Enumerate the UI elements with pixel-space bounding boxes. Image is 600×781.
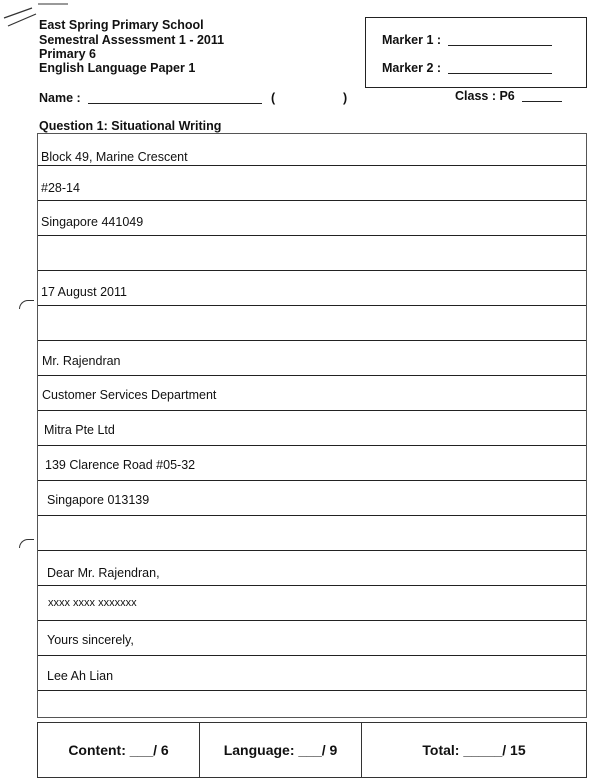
rule-line xyxy=(38,270,586,271)
recipient-postcode: Singapore 013139 xyxy=(47,493,150,507)
rule-line xyxy=(38,655,586,656)
register-paren-open: ( xyxy=(271,91,276,105)
marker-box xyxy=(365,17,587,88)
rule-line xyxy=(38,690,586,691)
rule-line xyxy=(38,480,586,481)
total-score: Total: _____/ 15 xyxy=(422,742,526,758)
level-label: Primary 6 xyxy=(39,47,96,61)
salutation: Dear Mr. Rajendran, xyxy=(47,566,160,580)
rule-line xyxy=(38,515,586,516)
address-line-2: #28-14 xyxy=(41,181,80,195)
recipient-department: Customer Services Department xyxy=(42,388,217,402)
recipient-name: Mr. Rajendran xyxy=(42,354,121,368)
register-paren-close: ) xyxy=(343,91,348,105)
name-line xyxy=(88,103,262,104)
writing-box xyxy=(37,133,587,718)
rule-line xyxy=(38,410,586,411)
rule-line xyxy=(38,165,586,166)
content-score: Content: ___/ 6 xyxy=(38,723,200,777)
score-box xyxy=(37,722,587,778)
class-label: Class : P6 xyxy=(455,89,515,103)
recipient-company: Mitra Pte Ltd xyxy=(44,423,115,437)
rule-line xyxy=(38,620,586,621)
school-name: East Spring Primary School xyxy=(39,18,204,32)
margin-mark xyxy=(19,300,34,309)
body-placeholder: xxxx xxxx xxxxxxx xyxy=(48,597,137,609)
recipient-address: 139 Clarence Road #05-32 xyxy=(45,458,196,472)
address-line-1: Block 49, Marine Crescent xyxy=(41,150,188,164)
address-line-3: Singapore 441049 xyxy=(41,215,144,229)
rule-line xyxy=(38,340,586,341)
marker-2-label: Marker 2 : xyxy=(382,61,442,75)
rule-line xyxy=(38,445,586,446)
language-score: Language: ___/ 9 xyxy=(200,723,362,777)
rule-line xyxy=(38,375,586,376)
question-title: Question 1: Situational Writing xyxy=(39,119,222,133)
marker-2-line xyxy=(448,73,552,74)
marker-1-label: Marker 1 : xyxy=(382,33,442,47)
rule-line xyxy=(38,200,586,201)
closing: Yours sincerely, xyxy=(47,633,134,647)
date-line: 17 August 2011 xyxy=(41,285,127,299)
rule-line xyxy=(38,235,586,236)
paper-title: English Language Paper 1 xyxy=(39,61,196,75)
signature-name: Lee Ah Lian xyxy=(47,669,114,683)
margin-mark xyxy=(19,539,34,548)
marker-1-line xyxy=(448,45,552,46)
rule-line xyxy=(38,550,586,551)
rule-line xyxy=(38,305,586,306)
rule-line xyxy=(38,585,586,586)
class-line xyxy=(522,101,562,102)
assessment-title: Semestral Assessment 1 - 2011 xyxy=(39,33,225,47)
name-label: Name : xyxy=(39,91,81,105)
